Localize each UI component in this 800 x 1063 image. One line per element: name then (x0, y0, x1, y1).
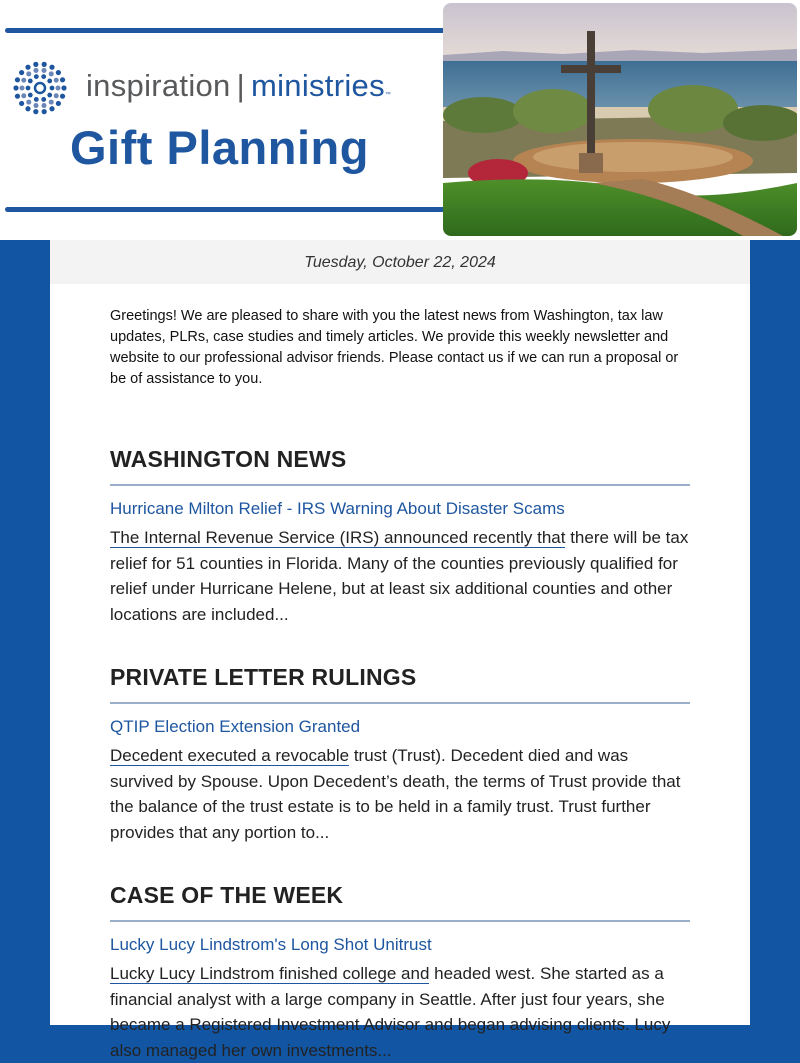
brand-wordmark (86, 68, 391, 104)
section-washington-news (110, 446, 690, 627)
logo-center-ring (35, 83, 45, 93)
article-excerpt-rest: headed west. She started as a financial analyst with a large company in Seattle. After just four years, she became a Registered Investment Advisor and began advising clients. Lucy also managed her own investments... (110, 964, 671, 1060)
logo-dot (28, 79, 33, 84)
article-excerpt-lead: The Internal Revenue Service (IRS) announced recently that (110, 528, 566, 547)
header-bottom-rule (5, 207, 445, 212)
article-excerpt-lead: Decedent executed a revocable (110, 746, 350, 765)
logo-dot (49, 106, 54, 111)
logo-dot (56, 101, 61, 106)
page-title: Gift Planning (70, 121, 369, 174)
article-link-lucky-lucy[interactable]: Lucky Lucy Lindstrom's Long Shot Unitrust (110, 935, 432, 954)
article-excerpt (110, 743, 690, 845)
article-excerpt-rest: there will be tax relief for 51 counties in Florida. Many of the counties previously qualified for relief under Hurricane Helene, but at least six additional counties and other locations are included... (110, 528, 689, 624)
logo-dot (33, 109, 38, 114)
intro-paragraph: Greetings! We are pleased to share with you the latest news from Washington, tax law updates, PLRs, case studies and timely articles. We provide this weekly newsletter and website to our professional advisor friends. Please contact us if we can run a proposal or be of assistance to you. (110, 308, 679, 387)
logo-dot (25, 65, 30, 70)
logo-dot (34, 97, 39, 102)
logo-dot (26, 71, 31, 76)
section-heading: CASE OF THE WEEK (110, 882, 690, 922)
logo-dot (54, 93, 59, 98)
article-excerpt (110, 961, 690, 1063)
logo-dot (61, 85, 66, 90)
logo-dot (28, 93, 33, 98)
logo-dot (19, 101, 24, 106)
logo-dot (50, 86, 55, 91)
logo-dot (47, 79, 52, 84)
logo-dot (21, 78, 26, 83)
newsletter-header (0, 0, 800, 240)
article-excerpt-rest: trust (Trust). Decedent died and was survived by Spouse. Upon Decedent’s death, the terms of Trust provide that the balance of the trust estate is to be held in a family trust. Trust further provides that any portion to... (110, 746, 681, 842)
article-excerpt-lead: Lucky Lucy Lindstrom finished college and (110, 964, 430, 983)
logo-dot (33, 68, 38, 73)
logo-dot (41, 97, 46, 102)
logo-dot (33, 62, 38, 67)
logo-dot (49, 100, 54, 105)
logo-dot (33, 103, 38, 108)
brand-inspiration: inspiration (86, 68, 231, 103)
section-heading: WASHINGTON NEWS (110, 446, 690, 486)
logo-dot (49, 71, 54, 76)
brand-separator: | (236, 68, 245, 103)
section-private-letter-rulings (110, 664, 690, 845)
logo-dot (54, 78, 59, 83)
header-top-rule (5, 28, 445, 33)
newsletter-body (50, 240, 750, 1060)
section-heading: PRIVATE LETTER RULINGS (110, 664, 690, 704)
logo-dot (25, 106, 30, 111)
brand-ministries: ministries (250, 68, 385, 103)
logo-dot (60, 94, 65, 99)
issue-date: Tuesday, October 22, 2024 (50, 240, 750, 284)
logo-dot (42, 103, 47, 108)
logo-dot (56, 86, 61, 91)
logo-dot (26, 100, 31, 105)
logo-dot (34, 74, 39, 79)
logo-dot (15, 77, 20, 82)
dotted-circle-logo-icon (12, 60, 68, 116)
article-link-qtip-election[interactable]: QTIP Election Extension Granted (110, 717, 361, 736)
logo-dot (49, 65, 54, 70)
logo-dot (20, 86, 25, 91)
logo-dot (26, 86, 31, 91)
trademark-mark: ™ (384, 92, 392, 98)
section-case-of-the-week (110, 882, 690, 1063)
logo-dot (15, 94, 20, 99)
logo-dot (41, 74, 46, 79)
logo-dot (47, 93, 52, 98)
logo-dot (21, 93, 26, 98)
logo-dot (42, 62, 47, 67)
article-excerpt (110, 525, 690, 627)
cross-on-hillside-photo (443, 3, 797, 236)
logo-dot (42, 109, 47, 114)
logo-dot (19, 70, 24, 75)
logo-dot (56, 70, 61, 75)
article-link-hurricane-milton[interactable]: Hurricane Milton Relief - IRS Warning About Disaster Scams (110, 499, 565, 518)
logo-dot (60, 77, 65, 82)
logo-dot (42, 68, 47, 73)
logo-dot (13, 85, 18, 90)
